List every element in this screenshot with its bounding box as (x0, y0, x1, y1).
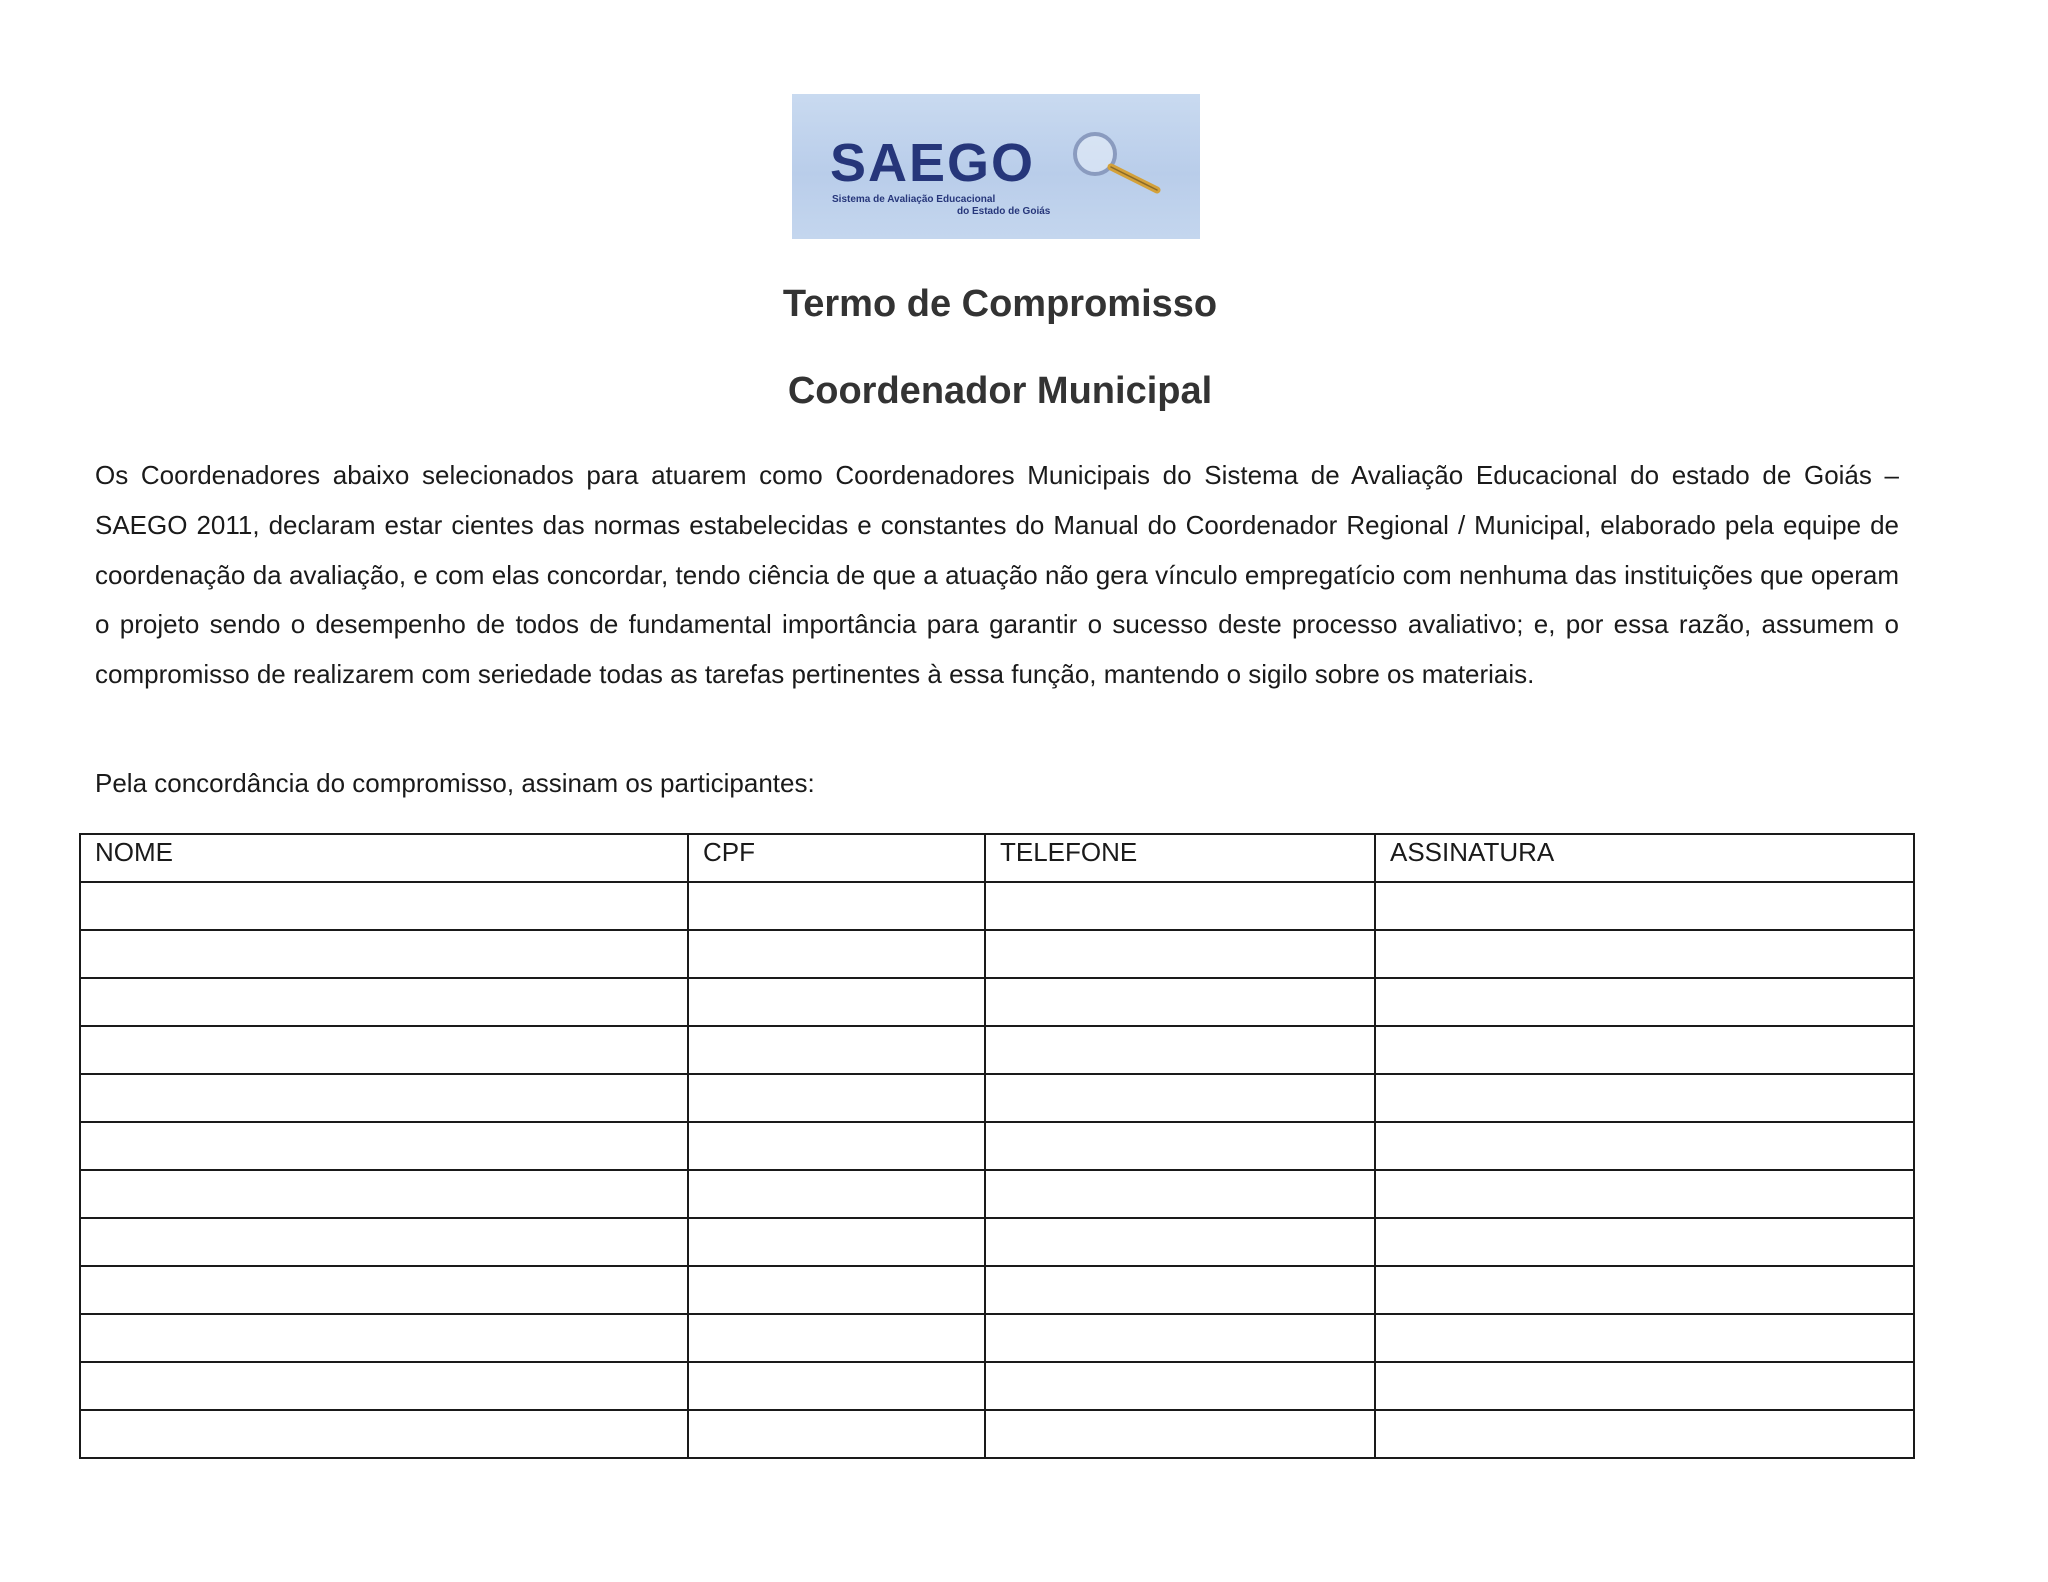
table-row (80, 1410, 1914, 1458)
table-row (80, 882, 1914, 930)
nome-cell (80, 1410, 688, 1458)
assinatura-cell (1375, 1170, 1914, 1218)
telefone-cell (985, 1122, 1375, 1170)
commitment-paragraph: Os Coordenadores abaixo selecionados para atuarem como Coordenadores Municipais do Sistema de Avaliação Educacional do estado de Goiás – SAEGO 2011, declaram estar cientes das normas estabelecidas e constantes do Manual do Coordenador Regional / Municipal, elaborado pela equipe de coordenação da avaliação, e com elas concordar, tendo ciência de que a atuação não gera vínculo empregatício com nenhuma das instituições que operam o projeto sendo o desempenho de todos de fundamental importância para garantir o sucesso deste processo avaliativo; e, por essa razão, assumem o compromisso de realizarem com seriedade todas as tarefas pertinentes à essa função, mantendo o sigilo sobre os materiais. (95, 460, 1899, 690)
nome-cell (80, 882, 688, 930)
nome-cell (80, 1314, 688, 1362)
header-telefone: TELEFONE (985, 834, 1375, 882)
logo-subtitle (832, 194, 1132, 218)
cpf-cell (688, 1026, 985, 1074)
signature-table-body (80, 882, 1914, 1458)
telefone-cell (985, 1218, 1375, 1266)
table-row (80, 1362, 1914, 1410)
table-row (80, 978, 1914, 1026)
telefone-cell (985, 978, 1375, 1026)
cpf-cell (688, 882, 985, 930)
header-nome: NOME (80, 834, 688, 882)
table-row (80, 1122, 1914, 1170)
assinatura-cell (1375, 1122, 1914, 1170)
telefone-cell (985, 930, 1375, 978)
logo-subtitle-line1: Sistema de Avaliação Educacional (832, 194, 996, 205)
table-row (80, 1266, 1914, 1314)
telefone-cell (985, 1314, 1375, 1362)
telefone-cell (985, 1170, 1375, 1218)
saego-logo (792, 94, 1200, 239)
assinatura-cell (1375, 1218, 1914, 1266)
table-header-row (80, 834, 1914, 882)
nome-cell (80, 1218, 688, 1266)
cpf-cell (688, 1266, 985, 1314)
cpf-cell (688, 930, 985, 978)
cpf-cell (688, 1314, 985, 1362)
header-assinatura: ASSINATURA (1375, 834, 1914, 882)
table-row (80, 1314, 1914, 1362)
nome-cell (80, 1026, 688, 1074)
assinatura-cell (1375, 1410, 1914, 1458)
telefone-cell (985, 1026, 1375, 1074)
assinatura-cell (1375, 882, 1914, 930)
nome-cell (80, 1362, 688, 1410)
cpf-cell (688, 1122, 985, 1170)
assinatura-cell (1375, 1026, 1914, 1074)
table-row (80, 1170, 1914, 1218)
assinatura-cell (1375, 1362, 1914, 1410)
nome-cell (80, 1122, 688, 1170)
nome-cell (80, 930, 688, 978)
nome-cell (80, 1266, 688, 1314)
nome-cell (80, 1074, 688, 1122)
document-subtitle: Coordenador Municipal (787, 370, 1213, 412)
assinatura-cell (1375, 1074, 1914, 1122)
table-row (80, 930, 1914, 978)
cpf-cell (688, 1410, 985, 1458)
signature-table (79, 833, 1915, 1459)
assinatura-cell (1375, 978, 1914, 1026)
telefone-cell (985, 882, 1375, 930)
nome-cell (80, 978, 688, 1026)
table-row (80, 1218, 1914, 1266)
cpf-cell (688, 1362, 985, 1410)
cpf-cell (688, 978, 985, 1026)
assinatura-cell (1375, 1266, 1914, 1314)
assinatura-cell (1375, 1314, 1914, 1362)
document-title: Termo de Compromisso (782, 283, 1218, 325)
telefone-cell (985, 1362, 1375, 1410)
logo-wordmark: SAEGO (830, 133, 1036, 193)
logo-subtitle-line2: do Estado de Goiás (957, 206, 1051, 217)
header-cpf: CPF (688, 834, 985, 882)
cpf-cell (688, 1218, 985, 1266)
cpf-cell (688, 1170, 985, 1218)
cpf-cell (688, 1074, 985, 1122)
telefone-cell (985, 1074, 1375, 1122)
telefone-cell (985, 1410, 1375, 1458)
telefone-cell (985, 1266, 1375, 1314)
assinatura-cell (1375, 930, 1914, 978)
table-row (80, 1074, 1914, 1122)
nome-cell (80, 1170, 688, 1218)
signature-intro: Pela concordância do compromisso, assinam os participantes: (95, 768, 815, 798)
table-row (80, 1026, 1914, 1074)
magnifier-icon (1057, 124, 1167, 194)
